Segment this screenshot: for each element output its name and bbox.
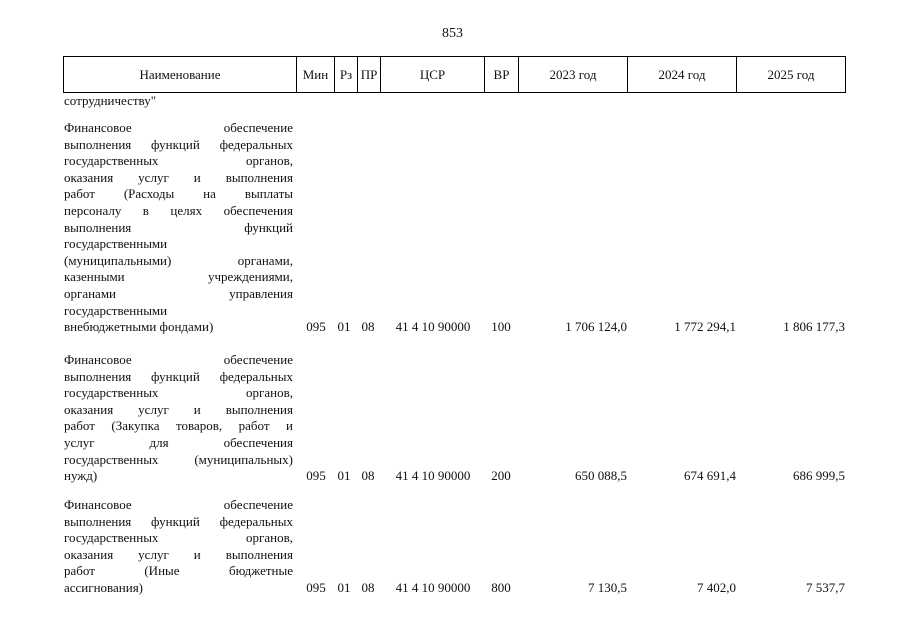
page-number: 853 <box>442 26 463 41</box>
row-name-line: работ (Иные бюджетные <box>64 563 293 579</box>
cell-min: 095 <box>306 468 326 484</box>
row-name-line: Финансовое обеспечение <box>64 497 293 512</box>
cell-rz: 01 <box>337 580 351 595</box>
row-name-line: выполнения функций федеральных <box>64 513 293 529</box>
row-name-line: государственных (муниципальных) <box>64 451 293 467</box>
cell-2025: 1 806 177,3 <box>783 319 845 335</box>
continuation-text: сотрудничеству" <box>64 93 157 108</box>
row-name-line: государственных органов, <box>64 153 293 169</box>
cell-csr: 41 4 10 90000 <box>395 319 471 335</box>
cell-pr: 08 <box>361 319 375 335</box>
row-name-line: нужд) <box>64 468 98 484</box>
row-name-line: (муниципальными) органами, <box>64 252 293 268</box>
cell-2025: 7 537,7 <box>806 580 845 595</box>
row-name-line: работ (Закупка товаров, работ и <box>64 418 293 434</box>
row-name-line: оказания услуг и выполнения <box>64 401 293 417</box>
row-name-line: государственными <box>64 236 168 252</box>
row-name-line: оказания услуг и выполнения <box>64 546 293 562</box>
row-name-line: выполнения функций <box>64 219 293 235</box>
row-name-line: персоналу в целях обеспечения <box>64 202 293 218</box>
row-name-line: внебюджетными фондами) <box>64 319 214 335</box>
cell-2024: 7 402,0 <box>697 580 736 595</box>
cell-2024: 674 691,4 <box>684 468 736 484</box>
header-vr: ВР <box>485 57 519 93</box>
cell-rz: 01 <box>337 319 351 335</box>
row-name-line: Финансовое обеспечение <box>64 352 293 367</box>
cell-pr: 08 <box>361 580 375 595</box>
row-name-line: государственными <box>64 302 168 318</box>
cell-2023: 650 088,5 <box>575 468 627 484</box>
row-name-line: государственных органов, <box>64 530 293 546</box>
cell-2024: 1 772 294,1 <box>674 319 736 335</box>
row-name-line: казенными учреждениями, <box>64 269 293 285</box>
cell-rz: 01 <box>337 468 351 484</box>
header-2025: 2025 год <box>737 57 846 93</box>
table-header <box>63 56 846 93</box>
row-name <box>64 497 293 597</box>
header-pr: ПР <box>358 57 381 93</box>
cell-vr: 100 <box>491 319 511 335</box>
cell-vr: 200 <box>491 468 511 484</box>
header-rz: Рз <box>335 57 358 93</box>
row-name-line: выполнения функций федеральных <box>64 368 293 384</box>
cell-pr: 08 <box>361 468 375 484</box>
row-name-line: ассигнования) <box>64 579 144 595</box>
row-name-line: услуг для обеспечения <box>64 434 293 450</box>
cell-2023: 7 130,5 <box>588 580 627 595</box>
cell-min: 095 <box>306 580 326 595</box>
row-name-line: выполнения функций федеральных <box>64 136 293 152</box>
cell-vr: 800 <box>491 580 511 595</box>
row-name <box>64 352 293 485</box>
header-2023: 2023 год <box>519 57 628 93</box>
row-name-line: работ (Расходы на выплаты <box>64 186 293 202</box>
header-min: Мин <box>297 57 335 93</box>
cell-min: 095 <box>306 319 326 335</box>
row-name-line: Финансовое обеспечение <box>64 120 293 135</box>
cell-csr: 41 4 10 90000 <box>395 468 471 484</box>
cell-2025: 686 999,5 <box>793 468 845 484</box>
row-name-line: государственных органов, <box>64 385 293 401</box>
cell-2023: 1 706 124,0 <box>565 319 627 335</box>
row-name-line: оказания услуг и выполнения <box>64 169 293 185</box>
header-name: Наименование <box>64 57 297 93</box>
header-2024: 2024 год <box>628 57 737 93</box>
row-name <box>64 120 293 336</box>
cell-csr: 41 4 10 90000 <box>395 580 471 595</box>
row-name-line: органами управления <box>64 285 293 301</box>
header-csr: ЦСР <box>381 57 485 93</box>
